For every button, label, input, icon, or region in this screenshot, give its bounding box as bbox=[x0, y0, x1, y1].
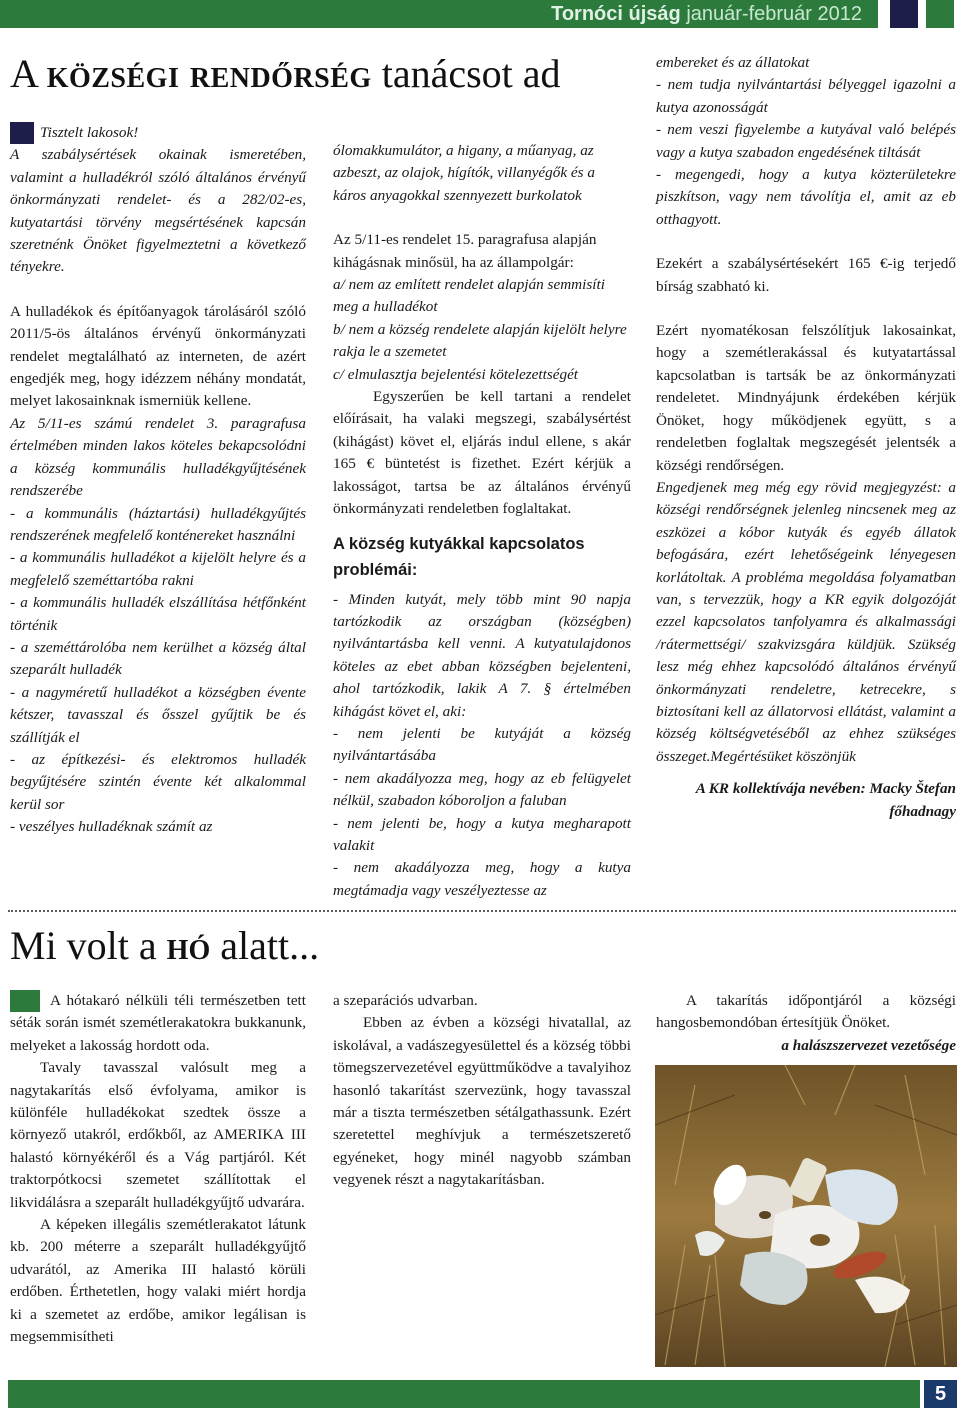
paragraph: A képeken illegális szemétlerakatot látunk kb. 200 méterre a szeparált hulladékgyűjtő udvarától, az Amerika III halastó körüli erdőben. Érthetetlen, hogy valaki miért hordja ki a szemetet az erdőbe, amikor legálisan is megsemmisítheti bbox=[10, 1216, 306, 1346]
paragraph: Ezekért a szabálysértésekért 165 €-ig terjedő bírság szabható ki. bbox=[656, 255, 956, 295]
list-item: - nem jelenti be kutyáját a község nyilvántartásába bbox=[333, 724, 631, 765]
paragraph: Engedjenek meg még egy rövid megjegyzést: a községi rendőrségnek jelenleg nincsenek meg az eszközei a kóbor kutyák és egyéb állatok befogására, ezért lehetőségeink lényegesen korlátoltak. A probléma megoldása folyamatban van, s tervezzük, hogy a KR egyik dolgozóját ezzel kapcsolatos tanfolyamra és alkalmassági /rátermettségi/ szakvizsgára küldjük. Szükség lesz még ehhez kapcsolódó általános érvényű önkormányzati rendeletre, ketrecekre, s biztosítani kell az állatorvosi ellátást, valamint a község költségvetéséből az ehhez szükséges összeget.Megértésüket köszönjük bbox=[656, 478, 956, 765]
list-item: - nem akadályozza meg, hogy az eb felügyelet nélkül, szabadon kóboroljon a faluban bbox=[333, 769, 631, 810]
subheading: A község kutyákkal kapcsolatos problémái: bbox=[333, 534, 585, 579]
page-number: 5 bbox=[924, 1380, 957, 1408]
list-item: - a nagyméretű hulladékot a községben évente kétszer, tavasszal és ősszel gyűjtik be és szállítják el bbox=[10, 683, 306, 746]
article-title bbox=[10, 50, 561, 97]
paragraph: - Minden kutyát, mely több mint 90 napja tartózkodik az országban (községben) nyilvántartásba kell venni. A kutyatulajdonos köteles az ebet abban községben bejelenteni, ahol tartózkodik, lakik A 7. § értelmében kihágást követ el, aki: bbox=[333, 590, 631, 720]
article2-column-1 bbox=[10, 990, 306, 1349]
list-item: - az építkezési- és elektromos hulladék begyűjtésére szintén évente két alkalommal kerül sor bbox=[10, 750, 306, 813]
article2-title bbox=[10, 922, 319, 969]
list-item: - nem veszi figyelembe a kutyával való belépés vagy a kutya szabadon engedésének tiltását bbox=[656, 121, 956, 161]
signature: a halászszervezet vezetősége bbox=[781, 1036, 956, 1054]
title-caps: községi rendőrség bbox=[46, 51, 372, 96]
paragraph: Az 5/11-es számú rendelet 3. paragrafusa értelmében minden lakos köteles bekapcsolódni a község kommunális hulladékgyűjtésének rendszerébe bbox=[10, 414, 306, 500]
list-item: b/ nem a község rendelete alapján kijelölt helyre rakja le a szemetet bbox=[333, 320, 627, 361]
intro-paragraph: A szabálysértések okainak ismeretében, valamint a hulladékról szóló általános érvényű önkormányzati rendelet- és a 282/02-es, kutyatartási törvény megsértésének kapcsán szeretnénk Önöket figyelmeztetni a következő tényekre. bbox=[10, 146, 306, 276]
title-prefix: Mi volt a bbox=[10, 923, 157, 968]
article2-column-3 bbox=[656, 990, 956, 1057]
list-item: - a kommunális hulladék elszállítása hétfőnként történik bbox=[10, 594, 306, 634]
list-item: a/ nem az említett rendelet alapján semmisíti meg a hulladékot bbox=[333, 276, 605, 316]
list-item: - nem tudja nyilvántartási bélyeggel igazolni a kutya azonosságát bbox=[656, 76, 956, 116]
section-divider bbox=[8, 910, 956, 912]
article1-column-2 bbox=[333, 140, 631, 902]
greeting: Tisztelt lakosok! bbox=[40, 124, 139, 141]
list-item: - a kommunális (háztartási) hulladékgyűjtés rendszerének megfelelő konténereket használni bbox=[10, 504, 306, 544]
navy-marker-icon bbox=[10, 122, 34, 144]
title-caps: hó bbox=[166, 923, 211, 968]
issue-date: január-február 2012 bbox=[686, 3, 862, 25]
paragraph: embereket és az állatokat bbox=[656, 54, 810, 71]
paragraph: Ezért nyomatékosan felszólítjuk lakosainkat, hogy a szemétlerakással és kutyatartással kapcsolatban is tartsák be az önkormányzati rendeletet. Mindnyájunk érdekében kérjük Önöket, hogy működjenek együtt, s a rendeletben foglaltak megszegését jelentsék a községi rendőrségen. bbox=[656, 322, 956, 474]
header-title bbox=[551, 0, 862, 28]
list-item: - a szeméttárolóba nem kerülhet a község által szeparált hulladék bbox=[10, 638, 306, 679]
signature: A KR kollektívája nevében: Macky Štefan főhadnagy bbox=[695, 780, 956, 820]
header-bar bbox=[0, 0, 878, 28]
paragraph: Egyszerűen be kell tartani a rendelet előírásait, ha valaki megszegi, szabálysértést (kihágást) követ el, eljárás indul ellene, s akár 165 € büntetést is fizethet. Ezért kérjük a lakosságot, tartsa be az általános érvényű önkormányzati rendeletben foglaltakat. bbox=[333, 388, 631, 518]
list-item: - nem jelenti be, hogy a kutya megharapott valakit bbox=[333, 814, 631, 854]
paper-name: Tornóci újság bbox=[551, 3, 681, 25]
list-item: - veszélyes hulladéknak számít az bbox=[10, 818, 213, 836]
paragraph: Ebben az évben a községi hivatallal, az iskolával, a vadászegyesülettel és a község többi tömegszervezetével együttműködve a tavalyihoz hasonló takarítást szervezünk, hogy tavasszal már a tiszta természetben sétálgathassunk. Ezért szeretettel meghívjuk a természetszerető egyéneket, hogy minél nagyobb számban vegyenek részt a nagytakarításban. bbox=[333, 1014, 631, 1189]
article2-column-2 bbox=[333, 990, 631, 1192]
green-square-icon bbox=[926, 0, 954, 28]
paragraph: Az 5/11-es rendelet 15. paragrafusa alapján kihágásnak minősül, ha az állampolgár: bbox=[333, 231, 597, 271]
article1-column-3 bbox=[656, 52, 956, 823]
title-suffix: tanácsot ad bbox=[381, 51, 561, 96]
paragraph: A hulladékok és építőanyagok tárolásáról szóló 2011/5-ös általános érvényű önkormányzati rendelet megtalálható az interneten, de azért engedjék meg, hogy idézzem néhány mondatát, melyet lakosainknak ismerniük kellene. bbox=[10, 302, 306, 410]
list-item: c/ elmulasztja bejelentési kötelezettségét bbox=[333, 365, 579, 383]
green-marker-icon bbox=[10, 990, 40, 1012]
list-item: - a kommunális hulladékot a kijelölt helyre és a megfelelő szeméttartóba rakni bbox=[10, 549, 306, 589]
paragraph: A hótakaró nélküli téli természetben tett séták során ismét szemétlerakatokra bukkanunk, melyeket a lakosság hordott oda. bbox=[10, 992, 306, 1054]
paragraph: ólomakkumulátor, a higany, a műanyag, az azbeszt, az olajok, hígítók, villanyégők és a káros anyagokkal szennyezett burkolatok bbox=[333, 142, 595, 204]
navy-square-icon bbox=[890, 0, 918, 28]
garbage-photo bbox=[655, 1065, 957, 1367]
paragraph: A takarítás időpontjáról a községi hangosbemondóban értesítjük Önöket. bbox=[656, 992, 956, 1032]
article1-column-1 bbox=[10, 122, 306, 839]
list-item: - megengedi, hogy a kutya közterületekre piszkítson, vagy nem távolítja el, amit az eb otthagyott. bbox=[656, 166, 956, 228]
paragraph: a szeparációs udvarban. bbox=[333, 992, 478, 1009]
title-prefix: A bbox=[10, 51, 37, 96]
title-suffix: alatt... bbox=[220, 923, 320, 968]
list-item: - nem akadályozza meg, hogy a kutya megtámadja vagy veszélyeztesse az bbox=[333, 859, 631, 899]
footer-bar bbox=[8, 1380, 920, 1408]
paragraph: Tavaly tavasszal valósult meg a nagytakarítás első évfolyama, amikor is különféle hulladékokat szedtek össze a környező utakról, erdőkből, az AMERIKA III halastó környékéről és a Vág partjáról. Két traktorpótkocsi szemetet szállítottak el likvidálásra a szeparált hulladékgyűjtő udvarára. bbox=[10, 1059, 306, 1211]
